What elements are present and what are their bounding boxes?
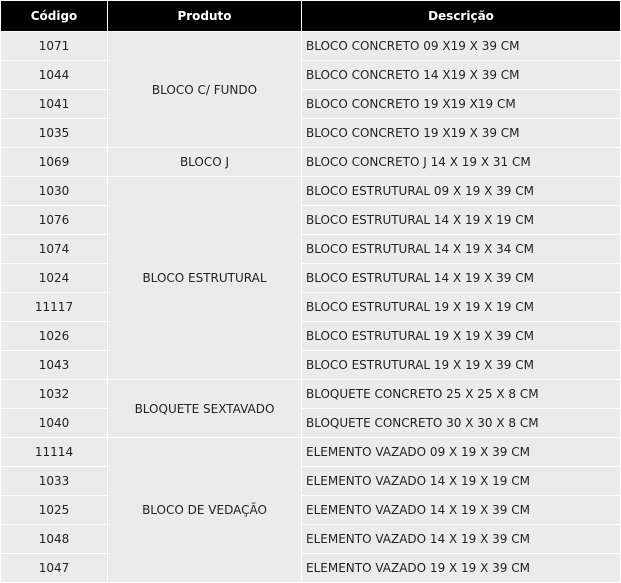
produto-cell: BLOCO DE VEDAÇÃO	[108, 438, 302, 583]
table-row	[1, 467, 621, 496]
table-header	[1, 1, 621, 32]
descricao-cell: BLOCO ESTRUTURAL 14 X 19 X 19 CM	[302, 206, 621, 235]
table-row	[1, 264, 621, 293]
descricao-cell: ELEMENTO VAZADO 19 X 19 X 39 CM	[302, 554, 621, 583]
codigo-cell: 1048	[1, 525, 108, 554]
table-body	[1, 32, 621, 583]
descricao-cell: BLOCO CONCRETO 19 X19 X 39 CM	[302, 119, 621, 148]
table-row	[1, 496, 621, 525]
descricao-cell: ELEMENTO VAZADO 09 X 19 X 39 CM	[302, 438, 621, 467]
table-row	[1, 90, 621, 119]
codigo-cell: 1041	[1, 90, 108, 119]
descricao-cell: BLOQUETE CONCRETO 25 X 25 X 8 CM	[302, 380, 621, 409]
column-header-descricao: Descrição	[302, 1, 621, 32]
codigo-cell: 1071	[1, 32, 108, 61]
codigo-cell: 1032	[1, 380, 108, 409]
table-row	[1, 409, 621, 438]
descricao-cell: BLOCO CONCRETO 14 X19 X 39 CM	[302, 61, 621, 90]
codigo-cell: 1030	[1, 177, 108, 206]
codigo-cell: 1076	[1, 206, 108, 235]
table-row	[1, 380, 621, 409]
descricao-cell: ELEMENTO VAZADO 14 X 19 X 39 CM	[302, 525, 621, 554]
codigo-cell: 1033	[1, 467, 108, 496]
descricao-cell: BLOCO ESTRUTURAL 19 X 19 X 19 CM	[302, 293, 621, 322]
table-row	[1, 351, 621, 380]
table-row	[1, 148, 621, 177]
descricao-cell: BLOCO CONCRETO 09 X19 X 39 CM	[302, 32, 621, 61]
codigo-cell: 1025	[1, 496, 108, 525]
codigo-cell: 1074	[1, 235, 108, 264]
header-row	[1, 1, 621, 32]
table-row	[1, 525, 621, 554]
codigo-cell: 1035	[1, 119, 108, 148]
descricao-cell: BLOCO ESTRUTURAL 14 X 19 X 39 CM	[302, 264, 621, 293]
table-row	[1, 554, 621, 583]
table-row	[1, 61, 621, 90]
descricao-cell: BLOCO ESTRUTURAL 14 X 19 X 34 CM	[302, 235, 621, 264]
table-row	[1, 438, 621, 467]
descricao-cell: BLOCO ESTRUTURAL 19 X 19 X 39 CM	[302, 351, 621, 380]
codigo-cell: 1043	[1, 351, 108, 380]
descricao-cell: BLOCO ESTRUTURAL 19 X 19 X 39 CM	[302, 322, 621, 351]
produto-cell: BLOCO J	[108, 148, 302, 177]
descricao-cell: ELEMENTO VAZADO 14 X 19 X 39 CM	[302, 496, 621, 525]
codigo-cell: 1044	[1, 61, 108, 90]
produto-cell: BLOCO ESTRUTURAL	[108, 177, 302, 380]
codigo-cell: 1069	[1, 148, 108, 177]
column-header-produto: Produto	[108, 1, 302, 32]
codigo-cell: 11114	[1, 438, 108, 467]
codigo-cell: 1024	[1, 264, 108, 293]
descricao-cell: BLOQUETE CONCRETO 30 X 30 X 8 CM	[302, 409, 621, 438]
table-row	[1, 32, 621, 61]
produto-cell: BLOCO C/ FUNDO	[108, 32, 302, 148]
descricao-cell: BLOCO CONCRETO 19 X19 X19 CM	[302, 90, 621, 119]
codigo-cell: 1026	[1, 322, 108, 351]
table-row	[1, 119, 621, 148]
produto-cell: BLOQUETE SEXTAVADO	[108, 380, 302, 438]
table-row	[1, 206, 621, 235]
column-header-codigo: Código	[1, 1, 108, 32]
codigo-cell: 1047	[1, 554, 108, 583]
table-row	[1, 322, 621, 351]
table-row	[1, 235, 621, 264]
codigo-cell: 1040	[1, 409, 108, 438]
descricao-cell: BLOCO ESTRUTURAL 09 X 19 X 39 CM	[302, 177, 621, 206]
descricao-cell: ELEMENTO VAZADO 14 X 19 X 19 CM	[302, 467, 621, 496]
table-row	[1, 293, 621, 322]
descricao-cell: BLOCO CONCRETO J 14 X 19 X 31 CM	[302, 148, 621, 177]
codigo-cell: 11117	[1, 293, 108, 322]
table-row	[1, 177, 621, 206]
